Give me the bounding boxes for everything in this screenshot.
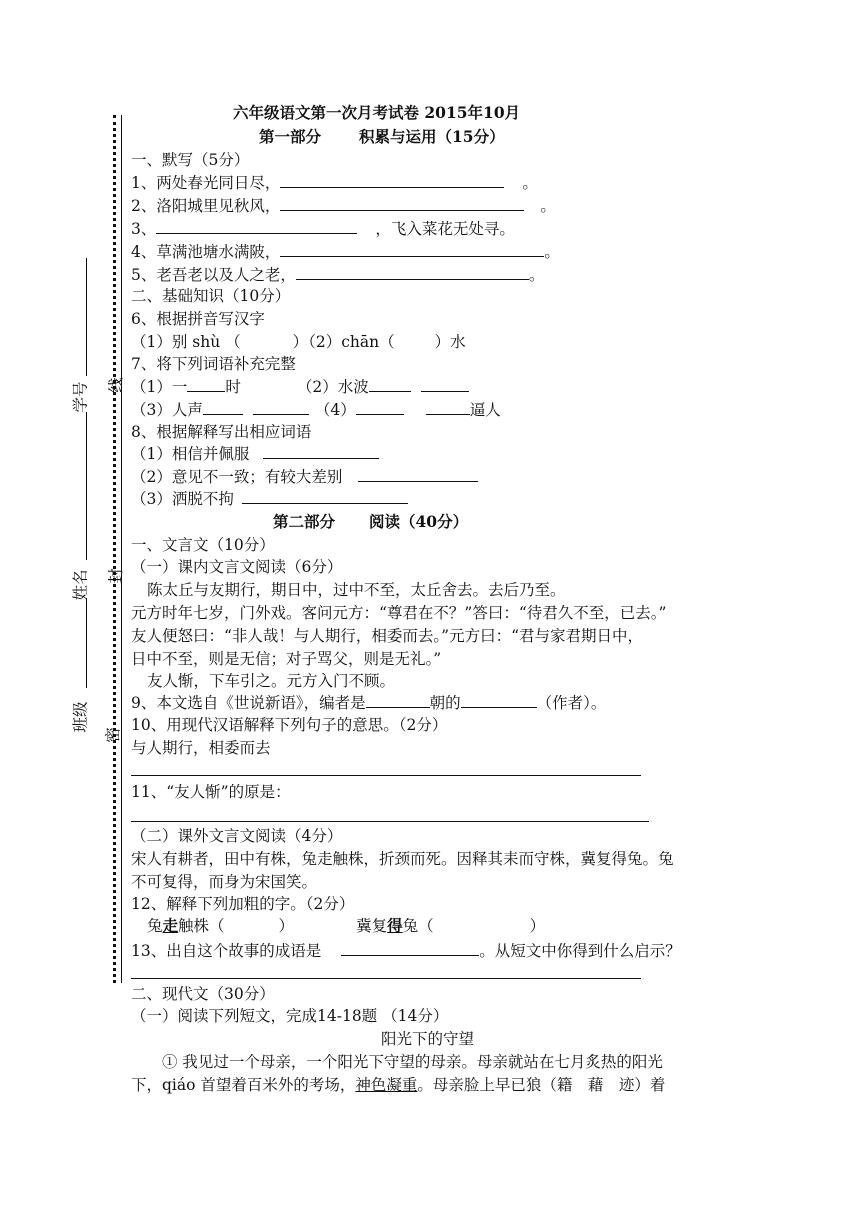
q7-1-blank[interactable] [187, 377, 225, 392]
essay-line2-c: 。母亲脸上早已狼（籍 藉 迹）着 [417, 1076, 666, 1094]
xingming-field-line[interactable] [86, 412, 87, 560]
passage1-line3: 友人便怒曰：“非人哉！与人期行，相委而去。”元方曰：“君与家君期日中， [131, 627, 644, 645]
q9-dynasty-blank[interactable] [366, 693, 430, 708]
banji-field-line[interactable] [86, 598, 87, 688]
q9-a: 9、本文选自《世说新语》，编者是 [131, 694, 366, 712]
q13-idiom-blank[interactable] [341, 941, 479, 956]
question-7-row1 [131, 377, 469, 397]
q8-3-text: （3）洒脱不拘 [131, 490, 234, 508]
q7-2-blank-a[interactable] [369, 377, 411, 392]
essay-line1: ① 我见过一个母亲，一个阳光下守望的母亲。母亲就站在七月炙热的阳光 [162, 1053, 663, 1071]
question-8-1 [131, 444, 379, 464]
section-classical-title: 一、文言文（10分） [131, 536, 275, 554]
q12-b4: ） [529, 917, 546, 935]
q7-2a: （2）水波 [296, 378, 369, 396]
q11-answer-line[interactable] [131, 821, 649, 822]
q3-num: 3、 [131, 220, 157, 238]
question-12: 12、解释下列加粗的字。（2分） [131, 895, 355, 913]
essay-title: 阳光下的守望 [381, 1030, 475, 1048]
q9-c: （作者）。 [536, 694, 607, 712]
question-8-2 [131, 467, 478, 487]
q8-1-blank[interactable] [263, 444, 379, 459]
q7-1b: 时 [225, 378, 241, 396]
q7-1a: （1）一 [131, 378, 188, 396]
question-3 [131, 219, 515, 239]
q7-4-blank-a[interactable] [356, 400, 404, 415]
q6-c: ）水 [434, 333, 466, 351]
q12-b3: 兔（ [402, 917, 434, 935]
q1-end: 。 [522, 174, 538, 192]
part2-heading-a: 第二部分 [273, 512, 336, 531]
essay-underlined-phrase: 神色凝重 [355, 1076, 418, 1094]
q7-3-blank-b[interactable] [253, 400, 309, 415]
q4-text: 4、草满池塘水满陂， [131, 243, 281, 261]
q4-end: 。 [544, 243, 560, 261]
q6-a: （1）别 shù （ [131, 333, 241, 351]
q2-text: 2、洛阳城里见秋风， [131, 197, 281, 215]
section-basics-title: 二、基础知识（10分） [131, 287, 291, 305]
question-8: 8、根据解释写出相应词语 [131, 423, 312, 441]
part1-heading-a: 第一部分 [259, 127, 322, 146]
q7-4-blank-b[interactable] [426, 400, 470, 415]
seal-char-mi: 密 [103, 727, 122, 743]
q7-4a: （4） [314, 401, 356, 419]
section-classical-sub2: （二）课外文言文阅读（4分） [131, 827, 343, 845]
label-xingming: 姓名 [71, 569, 90, 601]
question-10-sentence: 与人期行，相委而去 [131, 739, 271, 757]
q5-answer-blank[interactable] [296, 265, 529, 280]
q9-b: 朝的 [429, 694, 461, 712]
label-xuehao: 学号 [71, 381, 90, 413]
q6-b: ）（2）chān（ [292, 333, 395, 351]
question-6-items [131, 332, 466, 352]
question-5 [131, 265, 544, 285]
essay-line2 [131, 1075, 665, 1095]
q5-end: 。 [528, 266, 545, 284]
question-7: 7、将下列词语补充完整 [131, 355, 296, 373]
seal-char-feng: 封 [106, 568, 125, 584]
exam-title: 六年级语文第一次月考试卷 2015年10月 [233, 103, 521, 122]
binding-dotted-line [113, 115, 116, 983]
question-13 [131, 941, 681, 961]
seal-char-xian: 线 [106, 377, 125, 393]
q12-a-bold: 走 [162, 916, 179, 935]
q3-answer-blank[interactable] [156, 219, 357, 234]
q13-answer-line[interactable] [131, 978, 641, 979]
q3-text: ，飞入菜花无处寻。 [375, 220, 515, 238]
question-4 [131, 242, 560, 262]
question-2 [131, 196, 556, 216]
q1-answer-blank[interactable] [280, 173, 504, 188]
question-11: 11、“友人惭”的原是： [131, 783, 291, 801]
passage2-line2: 不可复得，而身为宋国笑。 [131, 873, 318, 891]
passage1-line2: 元方时年七岁，门外戏。客问元方：“尊君在不？”答曰：“待君久不至，已去。” [131, 604, 667, 622]
essay-line2-a: 下，qiáo 首望着百米外的考场， [131, 1076, 356, 1094]
binding-solid-line [121, 115, 122, 983]
passage2-line1: 宋人有耕者，田中有株，兔走触株，折颈而死。因释其耒而守株，冀复得兔。兔 [131, 850, 674, 868]
xuehao-field-line[interactable] [86, 258, 87, 376]
question-7-row2 [131, 400, 501, 420]
q12-b-bold: 得 [387, 916, 403, 935]
q13-b: 。从短文中你得到什么启示？ [479, 942, 681, 960]
q8-3-blank[interactable] [242, 489, 408, 504]
q1-text: 1、两处春光同日尽， [131, 174, 281, 192]
q12-a4: ） [278, 917, 295, 935]
q8-2-text: （2）意见不一致；有较大差别 [131, 468, 343, 486]
q5-text: 5、老吾老以及人之老， [131, 266, 296, 284]
q4-answer-blank[interactable] [280, 242, 544, 257]
q8-1-text: （1）相信并佩服 [131, 445, 250, 463]
section-dictation-title: 一、默写（5分） [131, 151, 250, 169]
passage1-line5: 友人惭，下车引之。元方入门不顾。 [147, 672, 396, 690]
question-10: 10、用现代汉语解释下列句子的意思。（2分） [131, 716, 448, 734]
q7-3-blank-a[interactable] [203, 400, 243, 415]
part2-heading-b: 阅读（40分） [369, 512, 469, 531]
part1-heading-b: 积累与运用（15分） [359, 127, 505, 146]
section-classical-sub1: （一）课内文言文阅读（6分） [131, 558, 343, 576]
passage1-line4: 日中不至，则是无信；对子骂父，则是无礼。” [131, 650, 442, 668]
passage1-line1: 陈太丘与友期行，期日中，过中不至，太丘舍去。去后乃至。 [147, 581, 566, 599]
q8-2-blank[interactable] [358, 467, 478, 482]
question-1 [131, 173, 538, 193]
q12-b1: 冀复 [356, 917, 388, 935]
q10-answer-line[interactable] [131, 775, 641, 776]
q12-a1: 兔 [147, 917, 163, 935]
q12-a3: 触株（ [178, 917, 225, 935]
question-6: 6、根据拼音写汉字 [131, 310, 265, 328]
section-modern-title: 二、现代文（30分） [131, 985, 275, 1003]
q7-2-blank-b[interactable] [421, 377, 469, 392]
question-12-items [147, 916, 545, 936]
q13-a: 13、出自这个故事的成语是 [131, 942, 322, 960]
label-banji: 班级 [71, 701, 90, 733]
section-modern-sub1: （一）阅读下列短文，完成14-18题 （14分） [131, 1007, 449, 1025]
question-8-3 [131, 489, 408, 509]
q7-3a: （3）人声 [131, 401, 203, 419]
question-9 [131, 693, 606, 713]
q7-4b: 逼人 [469, 401, 501, 419]
part1-heading [259, 127, 505, 147]
part2-heading [273, 512, 468, 532]
q2-answer-blank[interactable] [280, 196, 524, 211]
q2-end: 。 [540, 197, 556, 215]
q9-author-blank[interactable] [461, 693, 537, 708]
